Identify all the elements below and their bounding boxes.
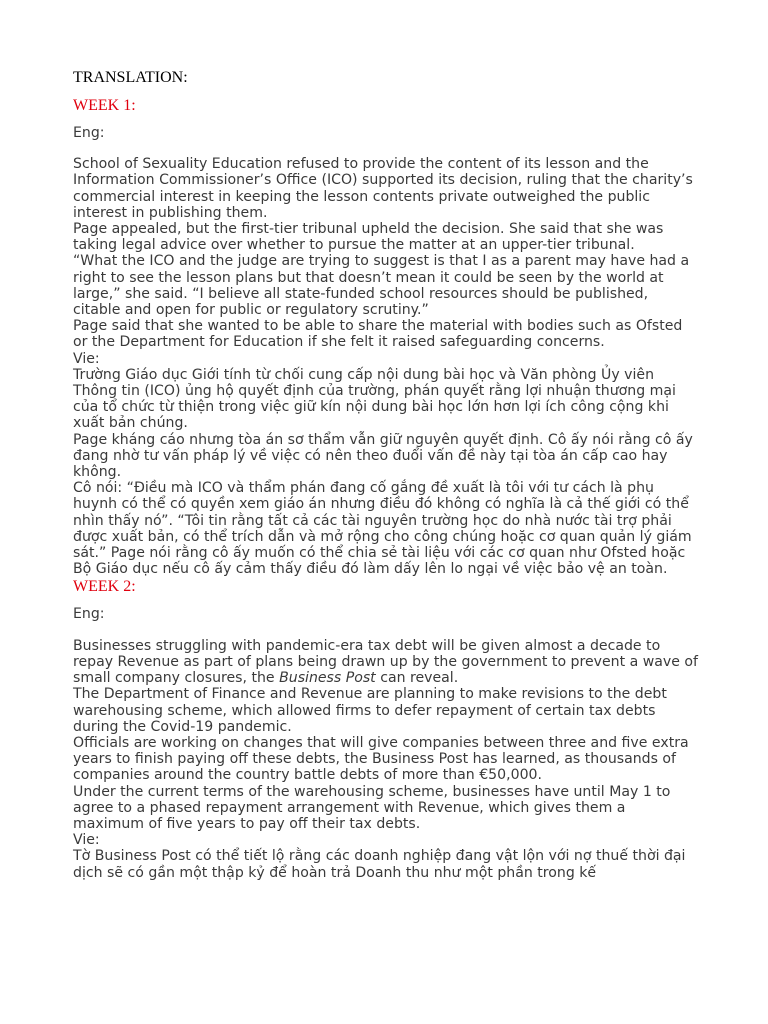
week-1-eng-label: Eng: (73, 125, 105, 141)
paragraph-text: Businesses struggling with pandemic-era tax debt will be given almost a decade to repay Revenue as part of plans being drawn up by the government to prevent a wave of small company closures, the (73, 637, 698, 687)
paragraph: School of Sexuality Education refused to provide the content of its lesson and the Information Commissioner’s Office (ICO) supported its decision, ruling that the charity’s commercial interest in keeping the lesson contents private outweighed the public interest in publishing them. (73, 156, 693, 221)
paragraph: Cô nói: “Điều mà ICO và thẩm phán đang cố gắng đề xuất là tôi với tư cách là phụ huynh có thể có quyền xem giáo án nhưng điều đó không có nghĩa là cả thế giới có thể nhìn thấy nó”. “Tôi tin rằng tất cả các tài nguyên trường học do nhà nước tài trợ phải được xuất bản, có thể trích dẫn và mở rộng cho công chúng hoặc cơ quan quản lý giám sát.” Page nói rằng cô ấy muốn có thể chia sẻ tài liệu với các cơ quan như Ofsted hoặc Bộ Giáo dục nếu cô ấy cảm thấy điều đó làm dấy lên lo ngại về việc bảo vệ an toàn. (73, 480, 692, 578)
week-2-eng-label: Eng: (73, 606, 105, 623)
paragraph: Page said that she wanted to be able to share the material with bodies such as Ofsted or the Department for Education if she felt it raised safeguarding concerns. (73, 318, 683, 351)
document-heading: TRANSLATION: (73, 69, 188, 86)
paragraph: Page kháng cáo nhưng tòa án sơ thẩm vẫn giữ nguyên quyết định. Cô ấy nói rằng cô ấy đang nhờ tư vấn pháp lý về việc có nên theo đuổi vấn đề này tại tòa án cấp cao hay không. (73, 431, 693, 481)
week-2-english-text (73, 638, 698, 881)
week-2-label: WEEK 2: (73, 578, 136, 596)
week-1-english-text (73, 156, 698, 577)
paragraph-text: can reveal. (375, 670, 459, 687)
paragraph (73, 638, 698, 687)
document-page (73, 68, 698, 881)
publication-name: Business Post (279, 670, 376, 687)
week-1-label: WEEK 1: (73, 97, 136, 114)
paragraph: Tờ Business Post có thể tiết lộ rằng các doanh nghiệp đang vật lộn với nợ thuế thời đại dịch sẽ có gần một thập kỷ để hoàn trả Doanh thu như một phần trong kế (73, 848, 686, 881)
paragraph: The Department of Finance and Revenue are planning to make revisions to the debt warehousing scheme, which allowed firms to defer repayment of certain tax debts during the Covid-19 pandemic. (73, 686, 667, 735)
week-2-vie-label: Vie: (73, 832, 100, 849)
paragraph: Under the current terms of the warehousing scheme, businesses have until May 1 to agree to a phased repayment arrangement with Revenue, which gives them a maximum of five years to pay off their tax debts. (73, 783, 671, 832)
week-1-vie-label: Vie: (73, 350, 100, 367)
paragraph: Page appealed, but the first-tier tribunal upheld the decision. She said that she was taking legal advice over whether to pursue the matter at an upper-tier tribunal. (73, 221, 664, 254)
paragraph: Officials are working on changes that will give companies between three and five extra years to finish paying off these debts, the Business Post has learned, as thousands of companies around the country battle debts of more than €50,000. (73, 734, 689, 784)
paragraph: “What the ICO and the judge are trying to suggest is that I as a parent may have had a right to see the lesson plans but that doesn’t mean it could be seen by the world at large,” she said. “I believe all state-funded school resources should be published, citable and open for public or regulatory scrutiny.” (73, 253, 690, 319)
paragraph: Trường Giáo dục Giới tính từ chối cung cấp nội dung bài học và Văn phòng Ủy viên Thông tin (ICO) ủng hộ quyết định của trường, phán quyết rằng lợi nhuận thương mại của tổ chức từ thiện trong việc giữ kín nội dung bài học lớn hơn lợi ích công cộng khi xuất bản chúng. (73, 366, 676, 432)
